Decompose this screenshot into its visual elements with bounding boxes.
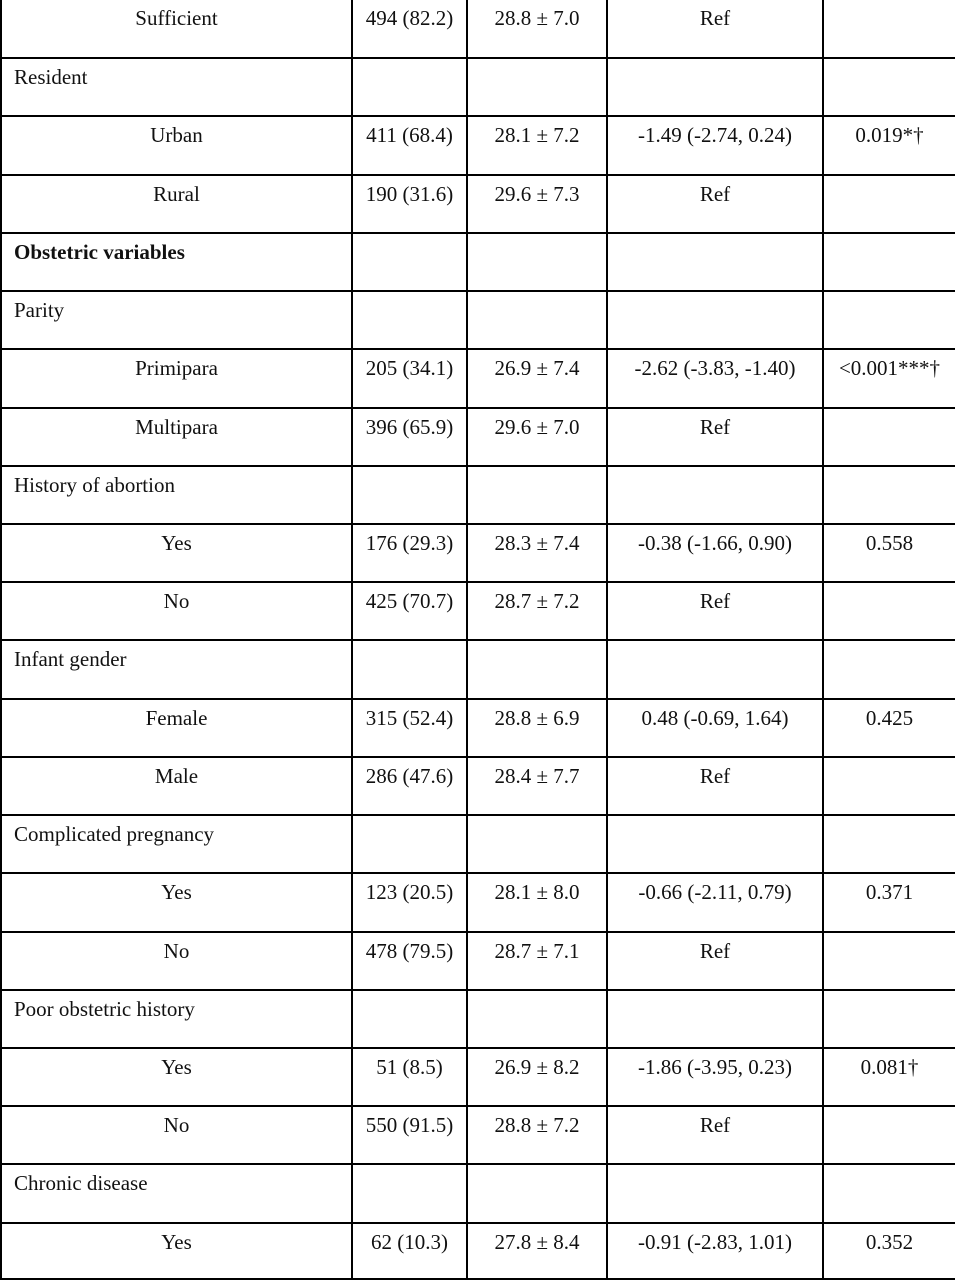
row-label: Complicated pregnancy	[1, 815, 352, 873]
table-row	[1, 1106, 955, 1164]
mean-sd-cell	[467, 291, 607, 349]
beta-ci-cell: Ref	[607, 757, 823, 815]
mean-sd-cell	[467, 233, 607, 291]
mean-sd-cell: 26.9 ± 7.4	[467, 349, 607, 407]
p-value-cell: 0.558	[823, 524, 955, 582]
table-row	[1, 0, 955, 58]
p-value-cell	[823, 1106, 955, 1164]
p-value-cell	[823, 640, 955, 698]
mean-sd-cell: 26.9 ± 8.2	[467, 1048, 607, 1106]
row-label: Male	[1, 757, 352, 815]
row-label: No	[1, 1106, 352, 1164]
n-percent-cell: 123 (20.5)	[352, 873, 467, 931]
row-label: Yes	[1, 524, 352, 582]
table-row	[1, 1048, 955, 1106]
n-percent-cell	[352, 1164, 467, 1222]
row-label: Yes	[1, 873, 352, 931]
table-row	[1, 524, 955, 582]
mean-sd-cell: 28.7 ± 7.1	[467, 932, 607, 990]
beta-ci-cell: -1.49 (-2.74, 0.24)	[607, 116, 823, 174]
mean-sd-cell: 28.8 ± 6.9	[467, 699, 607, 757]
mean-sd-cell: 28.7 ± 7.2	[467, 582, 607, 640]
table-row	[1, 58, 955, 116]
mean-sd-cell	[467, 990, 607, 1048]
beta-ci-cell	[607, 640, 823, 698]
p-value-cell	[823, 466, 955, 524]
row-label: Primipara	[1, 349, 352, 407]
table-row	[1, 699, 955, 757]
beta-ci-cell: Ref	[607, 0, 823, 58]
n-percent-cell: 494 (82.2)	[352, 0, 467, 58]
beta-ci-cell	[607, 815, 823, 873]
n-percent-cell	[352, 640, 467, 698]
beta-ci-cell: -0.38 (-1.66, 0.90)	[607, 524, 823, 582]
table-row	[1, 582, 955, 640]
beta-ci-cell	[607, 58, 823, 116]
table-row	[1, 408, 955, 466]
table-row	[1, 116, 955, 174]
n-percent-cell: 396 (65.9)	[352, 408, 467, 466]
beta-ci-cell: -0.91 (-2.83, 1.01)	[607, 1223, 823, 1279]
row-label: Resident	[1, 58, 352, 116]
beta-ci-cell: Ref	[607, 932, 823, 990]
row-label: Urban	[1, 116, 352, 174]
n-percent-cell	[352, 58, 467, 116]
n-percent-cell: 315 (52.4)	[352, 699, 467, 757]
row-label: Poor obstetric history	[1, 990, 352, 1048]
p-value-cell: 0.019*†	[823, 116, 955, 174]
p-value-cell	[823, 815, 955, 873]
n-percent-cell: 205 (34.1)	[352, 349, 467, 407]
row-label: No	[1, 932, 352, 990]
p-value-cell	[823, 757, 955, 815]
n-percent-cell	[352, 990, 467, 1048]
beta-ci-cell: -2.62 (-3.83, -1.40)	[607, 349, 823, 407]
mean-sd-cell: 28.1 ± 8.0	[467, 873, 607, 931]
mean-sd-cell: 28.4 ± 7.7	[467, 757, 607, 815]
mean-sd-cell: 28.1 ± 7.2	[467, 116, 607, 174]
beta-ci-cell	[607, 1164, 823, 1222]
table-row	[1, 815, 955, 873]
mean-sd-cell	[467, 640, 607, 698]
p-value-cell	[823, 1164, 955, 1222]
row-label: Chronic disease	[1, 1164, 352, 1222]
mean-sd-cell	[467, 1164, 607, 1222]
table-row	[1, 757, 955, 815]
row-label: Female	[1, 699, 352, 757]
beta-ci-cell	[607, 291, 823, 349]
beta-ci-cell: 0.48 (-0.69, 1.64)	[607, 699, 823, 757]
table-row	[1, 349, 955, 407]
beta-ci-cell: Ref	[607, 175, 823, 233]
p-value-cell: <0.001***†	[823, 349, 955, 407]
beta-ci-cell: -1.86 (-3.95, 0.23)	[607, 1048, 823, 1106]
n-percent-cell: 190 (31.6)	[352, 175, 467, 233]
p-value-cell	[823, 408, 955, 466]
table-row	[1, 466, 955, 524]
row-label: No	[1, 582, 352, 640]
mean-sd-cell: 28.8 ± 7.2	[467, 1106, 607, 1164]
mean-sd-cell: 28.3 ± 7.4	[467, 524, 607, 582]
mean-sd-cell	[467, 466, 607, 524]
p-value-cell	[823, 233, 955, 291]
p-value-cell	[823, 990, 955, 1048]
n-percent-cell: 51 (8.5)	[352, 1048, 467, 1106]
n-percent-cell	[352, 291, 467, 349]
mean-sd-cell	[467, 58, 607, 116]
beta-ci-cell	[607, 990, 823, 1048]
n-percent-cell: 550 (91.5)	[352, 1106, 467, 1164]
table-row	[1, 1164, 955, 1222]
p-value-cell	[823, 0, 955, 58]
table-row	[1, 932, 955, 990]
mean-sd-cell: 27.8 ± 8.4	[467, 1223, 607, 1279]
row-label: Rural	[1, 175, 352, 233]
beta-ci-cell	[607, 466, 823, 524]
mean-sd-cell: 29.6 ± 7.0	[467, 408, 607, 466]
row-label: Parity	[1, 291, 352, 349]
row-label: Multipara	[1, 408, 352, 466]
p-value-cell	[823, 932, 955, 990]
row-label: Yes	[1, 1223, 352, 1279]
row-label: Yes	[1, 1048, 352, 1106]
table-row	[1, 233, 955, 291]
row-label: Sufficient	[1, 0, 352, 58]
n-percent-cell: 286 (47.6)	[352, 757, 467, 815]
p-value-cell	[823, 582, 955, 640]
n-percent-cell: 478 (79.5)	[352, 932, 467, 990]
p-value-cell: 0.371	[823, 873, 955, 931]
table-row	[1, 873, 955, 931]
mean-sd-cell: 29.6 ± 7.3	[467, 175, 607, 233]
mean-sd-cell	[467, 815, 607, 873]
mean-sd-cell: 28.8 ± 7.0	[467, 0, 607, 58]
beta-ci-cell	[607, 233, 823, 291]
beta-ci-cell: -0.66 (-2.11, 0.79)	[607, 873, 823, 931]
n-percent-cell: 425 (70.7)	[352, 582, 467, 640]
row-label: Infant gender	[1, 640, 352, 698]
n-percent-cell	[352, 233, 467, 291]
n-percent-cell	[352, 815, 467, 873]
p-value-cell	[823, 291, 955, 349]
n-percent-cell: 62 (10.3)	[352, 1223, 467, 1279]
table-row	[1, 291, 955, 349]
p-value-cell	[823, 175, 955, 233]
n-percent-cell: 411 (68.4)	[352, 116, 467, 174]
beta-ci-cell: Ref	[607, 582, 823, 640]
p-value-cell	[823, 58, 955, 116]
row-label: History of abortion	[1, 466, 352, 524]
beta-ci-cell: Ref	[607, 1106, 823, 1164]
p-value-cell: 0.352	[823, 1223, 955, 1279]
n-percent-cell	[352, 466, 467, 524]
table-row	[1, 175, 955, 233]
p-value-cell: 0.081†	[823, 1048, 955, 1106]
n-percent-cell: 176 (29.3)	[352, 524, 467, 582]
table-row	[1, 990, 955, 1048]
section-heading: Obstetric variables	[1, 233, 352, 291]
beta-ci-cell: Ref	[607, 408, 823, 466]
table-row	[1, 640, 955, 698]
table-row	[1, 1223, 955, 1279]
p-value-cell: 0.425	[823, 699, 955, 757]
